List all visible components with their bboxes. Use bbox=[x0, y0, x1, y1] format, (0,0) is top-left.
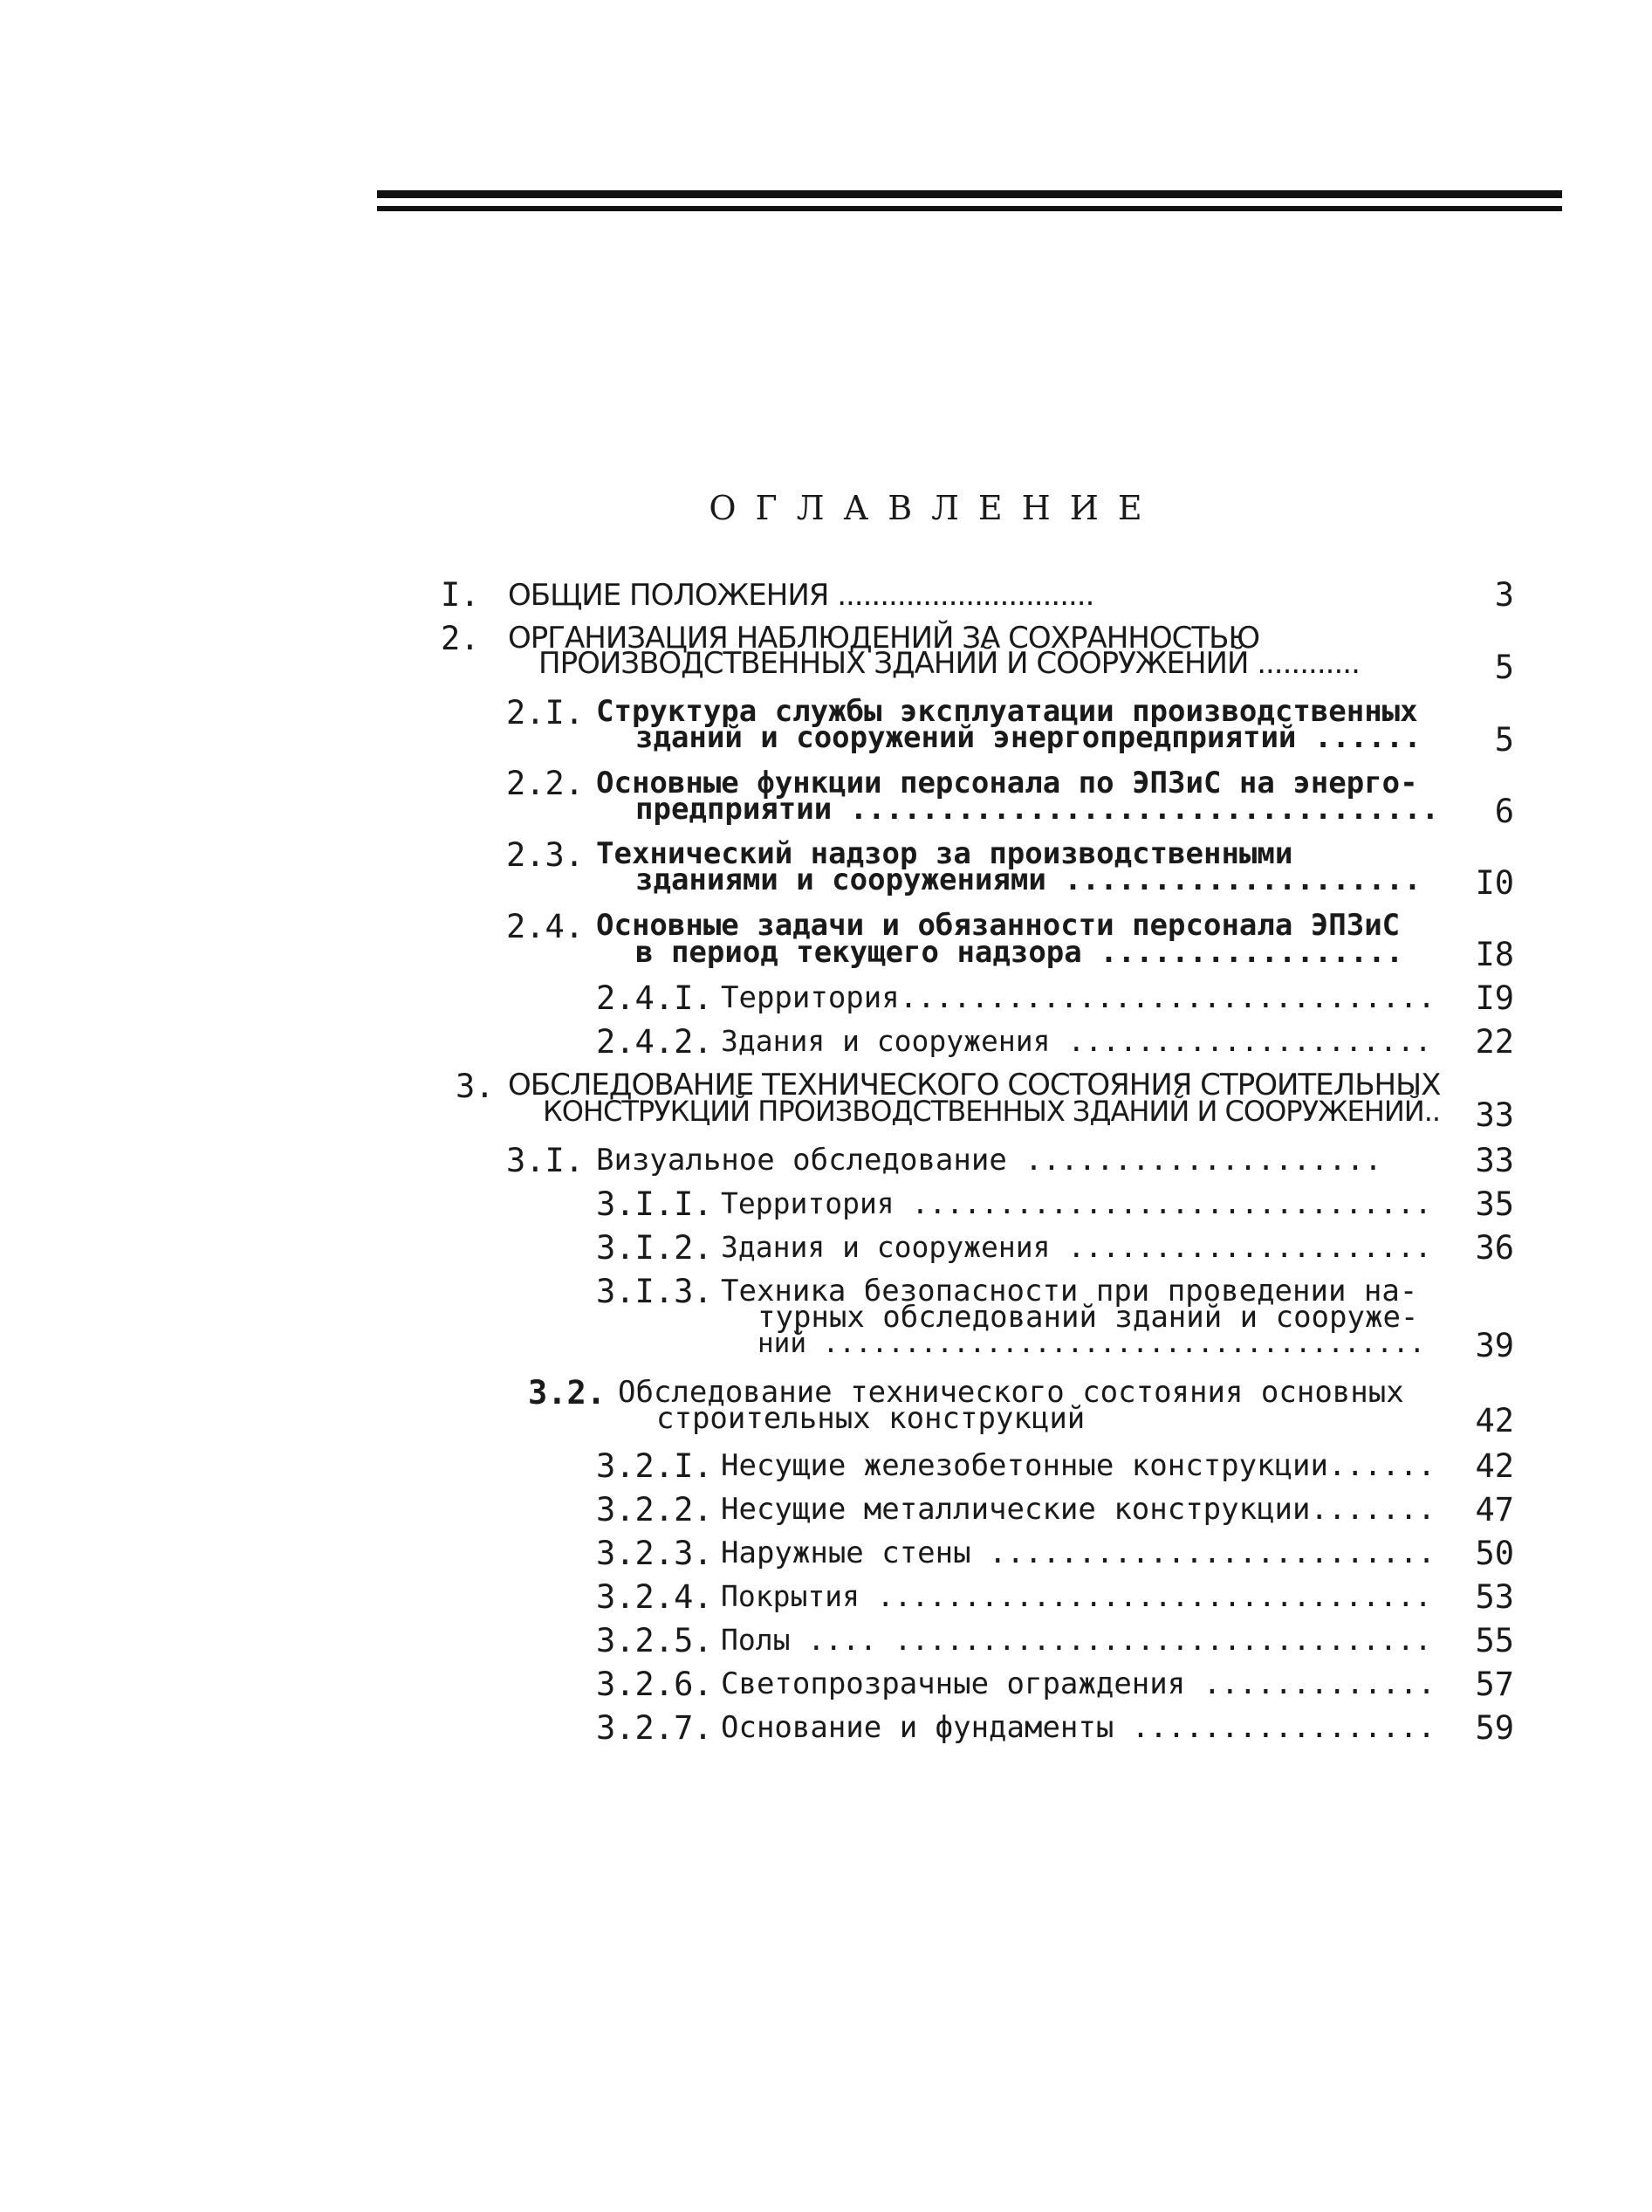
toc-number: 3.2.4. bbox=[596, 1578, 713, 1616]
toc-title: Основные функции персонала по ЭПЗиС на энерго- bbox=[596, 766, 1418, 800]
toc-title: предприятии ................................. bbox=[635, 792, 1440, 827]
toc-number: 3.2.2. bbox=[596, 1491, 713, 1528]
toc-page: 42 bbox=[1475, 1447, 1514, 1485]
toc-number: 2.2. bbox=[506, 765, 585, 802]
toc-title: Несущие металлические конструкции....... bbox=[721, 1492, 1436, 1527]
toc-number: 2.I. bbox=[506, 694, 585, 732]
toc-page: 3 bbox=[1494, 576, 1514, 614]
toc-number: 3.2.5. bbox=[596, 1622, 713, 1659]
toc-page: 22 bbox=[1475, 1023, 1514, 1061]
toc-page: 35 bbox=[1475, 1185, 1514, 1223]
toc-number: 3.2.7. bbox=[596, 1709, 713, 1747]
toc-page: 5 bbox=[1494, 721, 1514, 759]
toc-title: Покрытия ................................ bbox=[721, 1579, 1432, 1613]
toc-page: 55 bbox=[1475, 1622, 1514, 1659]
toc-page: 5 bbox=[1494, 649, 1514, 686]
toc-page: 59 bbox=[1475, 1709, 1514, 1747]
toc-title: ПРОИЗВОДСТВЕННЫХ ЗДАНИЙ И СООРУЖЕНИЙ ............ bbox=[538, 646, 1360, 681]
toc-page: I0 bbox=[1475, 864, 1514, 902]
toc-page: 57 bbox=[1475, 1666, 1514, 1703]
toc-number: I. bbox=[441, 576, 480, 614]
toc-title: Основание и фундаменты ................. bbox=[721, 1710, 1436, 1745]
toc-page: 47 bbox=[1475, 1491, 1514, 1528]
toc-title: Основные задачи и обязанности персонала ЭПЗиС bbox=[596, 908, 1401, 943]
toc-number: 2.4.2. bbox=[596, 1023, 713, 1061]
page-title: ОГЛАВЛЕНИЕ bbox=[709, 489, 1162, 527]
toc-number: 3.2.3. bbox=[596, 1535, 713, 1572]
toc-page: 50 bbox=[1475, 1535, 1514, 1572]
toc-title: Обследование технического состояния основных bbox=[618, 1375, 1404, 1410]
toc-title: турных обследований зданий и сооруже- bbox=[757, 1300, 1419, 1335]
toc-title: в период текущего надзора ................. bbox=[635, 935, 1404, 970]
toc-title: Структура службы эксплуатации производственных bbox=[596, 694, 1418, 729]
toc-number: 2.4. bbox=[506, 908, 585, 945]
toc-title: КОНСТРУКЦИЙ ПРОИЗВОДСТВЕННЫХ ЗДАНИЙ И СООРУЖЕНИЙ.. bbox=[543, 1095, 1441, 1128]
toc-number: 3.2.6. bbox=[596, 1666, 713, 1703]
toc-page: 6 bbox=[1494, 793, 1514, 830]
toc-number: 2.3. bbox=[506, 836, 585, 874]
toc-title: Территория .............................. bbox=[721, 1186, 1432, 1220]
toc-title: ОБСЛЕДОВАНИЕ ТЕХНИЧЕСКОГО СОСТОЯНИЯ СТРОИТЕЛЬНЫХ bbox=[508, 1068, 1441, 1103]
toc-title: Технический надзор за производственными bbox=[596, 836, 1293, 871]
toc-page: 42 bbox=[1475, 1402, 1514, 1439]
toc-page: I8 bbox=[1475, 936, 1514, 973]
toc-title: Визуальное обследование .................... bbox=[596, 1143, 1382, 1178]
toc-title: ОРГАНИЗАЦИЯ НАБЛЮДЕНИЙ ЗА СОХРАННОСТЬЮ bbox=[508, 621, 1260, 656]
toc-number: 2.4.I. bbox=[596, 979, 713, 1017]
toc-title: Здания и сооружения ..................... bbox=[721, 1230, 1432, 1264]
toc-title: ОБЩИЕ ПОЛОЖЕНИЯ .............................. bbox=[508, 578, 1094, 613]
toc-title: Полы .... ............................... bbox=[721, 1623, 1432, 1657]
toc-number: 3.I.3. bbox=[596, 1273, 713, 1310]
toc-title: Техника безопасности при проведении на- bbox=[721, 1274, 1418, 1309]
toc-number: 3. bbox=[456, 1068, 495, 1105]
toc-page: 53 bbox=[1475, 1578, 1514, 1616]
toc-number: 3.2. bbox=[528, 1374, 607, 1412]
toc-page: 36 bbox=[1475, 1229, 1514, 1267]
toc-title: строительных конструкций bbox=[656, 1401, 1086, 1436]
toc-title: Наружные стены ......................... bbox=[721, 1535, 1436, 1570]
toc-title: Территория.............................. bbox=[721, 980, 1436, 1015]
toc-number: 3.I.2. bbox=[596, 1229, 713, 1267]
toc-page: 33 bbox=[1475, 1142, 1514, 1179]
toc-number: 3.I. bbox=[506, 1142, 585, 1179]
toc-title: Светопрозрачные ограждения ............. bbox=[721, 1666, 1436, 1701]
toc-number: 3.2.I. bbox=[596, 1447, 713, 1485]
toc-number: 3.I.I. bbox=[596, 1185, 713, 1223]
toc-page: 33 bbox=[1475, 1096, 1514, 1134]
toc-title: зданиями и сооружениями .................... bbox=[635, 862, 1422, 897]
toc-page: I9 bbox=[1475, 979, 1514, 1017]
toc-title: Здания и сооружения ..................... bbox=[721, 1024, 1432, 1058]
toc-title: зданий и сооружений энергопредприятий ...... bbox=[635, 720, 1422, 755]
toc-title: ний ..................................... bbox=[757, 1328, 1426, 1359]
toc-page: 39 bbox=[1475, 1327, 1514, 1364]
toc-title: Несущие железобетонные конструкции...... bbox=[721, 1448, 1436, 1483]
toc-number: 2. bbox=[441, 620, 480, 657]
